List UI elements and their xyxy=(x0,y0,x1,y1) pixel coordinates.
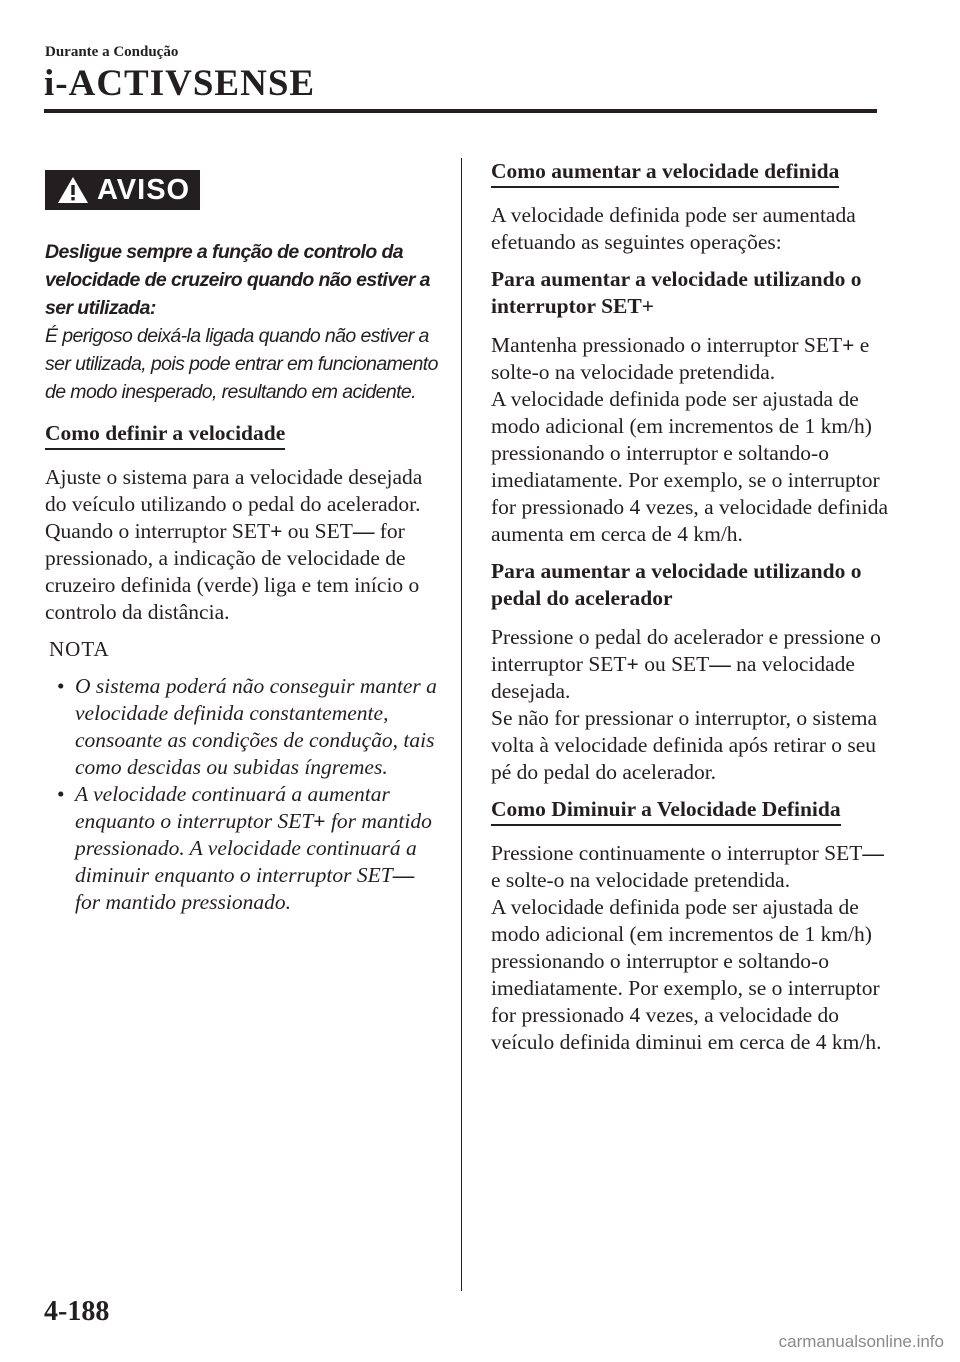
plus-symbol: + xyxy=(641,294,654,318)
section-title: i-ACTIVSENSE xyxy=(44,63,316,104)
plus-symbol: + xyxy=(842,333,855,357)
minus-symbol: — xyxy=(709,652,731,676)
define-speed-paragraph-2: Quando o interruptor SET+ ou SET— for pressionado, a indicação de velocidade de cruzeiro definida (verde) liga e tem início o controlo da distância. xyxy=(45,519,420,624)
watermark: carmanualsonline.info xyxy=(778,1332,944,1351)
increase-sub-heading-pedal: Para aumentar a velocidade utilizando o pedal do acelerador xyxy=(491,559,862,610)
warning-triangle-icon xyxy=(57,176,89,204)
decrease-heading-wrap xyxy=(491,796,891,826)
bullet: • xyxy=(57,674,65,698)
define-speed-heading-wrap xyxy=(45,420,440,450)
minus-symbol: — xyxy=(392,863,415,887)
increase-heading: Como aumentar a velocidade definida xyxy=(491,158,839,188)
plus-symbol: + xyxy=(626,652,639,676)
left-column xyxy=(45,170,440,916)
minus-symbol: — xyxy=(862,841,884,865)
plus-symbol: + xyxy=(313,809,326,833)
column-divider xyxy=(461,158,462,1291)
decrease-heading: Como Diminuir a Velocidade Definida xyxy=(491,796,841,826)
note-label: NOTA xyxy=(49,637,110,661)
increase-paragraph-4: Se não for pressionar o interruptor, o sistema volta à velocidade definida após retirar o seu pé do pedal do acelerador. xyxy=(491,706,878,784)
right-column xyxy=(491,158,891,1066)
increase-paragraph-2: A velocidade definida pode ser ajustada de modo adicional (em incrementos de 1 km/h) pressionando o interruptor e soltando-o imediatamente. Por exemplo, se o interruptor for pressionado 4 vezes, a velocidade definida aumenta em cerca de 4 km/h. xyxy=(491,387,888,546)
warning-body-text: É perigoso deixá-la ligada quando não estiver a ser utilizada, pois pode entrar em funcionamento de modo inesperado, resultando em acidente. xyxy=(45,325,438,403)
define-speed-heading: Como definir a velocidade xyxy=(45,420,285,450)
warning-label: AVISO xyxy=(97,173,191,206)
increase-heading-wrap xyxy=(491,158,891,188)
note-item: • O sistema poderá não conseguir manter a velocidade definida constantemente, consoante as condições de condução, tais como descidas ou subidas íngremes. xyxy=(57,674,437,779)
warning-badge xyxy=(45,170,200,210)
increase-paragraph-3: Pressione o pedal do acelerador e pressione o interruptor SET+ ou SET— na velocidade desejada. xyxy=(491,625,881,703)
header-rule xyxy=(44,109,877,113)
page-number: 4-188 xyxy=(44,1296,110,1327)
running-head: Durante a Condução xyxy=(45,44,179,60)
increase-intro: A velocidade definida pode ser aumentada efetuando as seguintes operações: xyxy=(491,203,856,254)
note-item: • A velocidade continuará a aumentar enquanto o interruptor SET+ for mantido pressionado. A velocidade continuará a diminuir enquanto o interruptor SET— for mantido pressionado. xyxy=(57,782,432,914)
increase-sub-heading-switch: Para aumentar a velocidade utilizando o interruptor SET+ xyxy=(491,267,862,318)
increase-paragraph-1: Mantenha pressionado o interruptor SET+ e solte-o na velocidade pretendida. xyxy=(491,333,870,384)
warning-bold-text: Desligue sempre a função de controlo da velocidade de cruzeiro quando não estiver a ser utilizada: xyxy=(45,241,430,319)
minus-symbol: — xyxy=(352,519,375,543)
decrease-paragraph-2: A velocidade definida pode ser ajustada de modo adicional (em incrementos de 1 km/h) pressionando o interruptor e soltando-o imediatamente. Por exemplo, se o interruptor for pressionado 4 vezes, a velocidade do veículo definida diminui em cerca de 4 km/h. xyxy=(491,895,882,1054)
note-list xyxy=(45,673,440,916)
bullet: • xyxy=(57,782,65,806)
define-speed-paragraph: Ajuste o sistema para a velocidade desejada do veículo utilizando o pedal do acelerador. xyxy=(45,465,423,516)
plus-symbol: + xyxy=(270,519,283,543)
decrease-paragraph-1: Pressione continuamente o interruptor SET— e solte-o na velocidade pretendida. xyxy=(491,841,884,892)
